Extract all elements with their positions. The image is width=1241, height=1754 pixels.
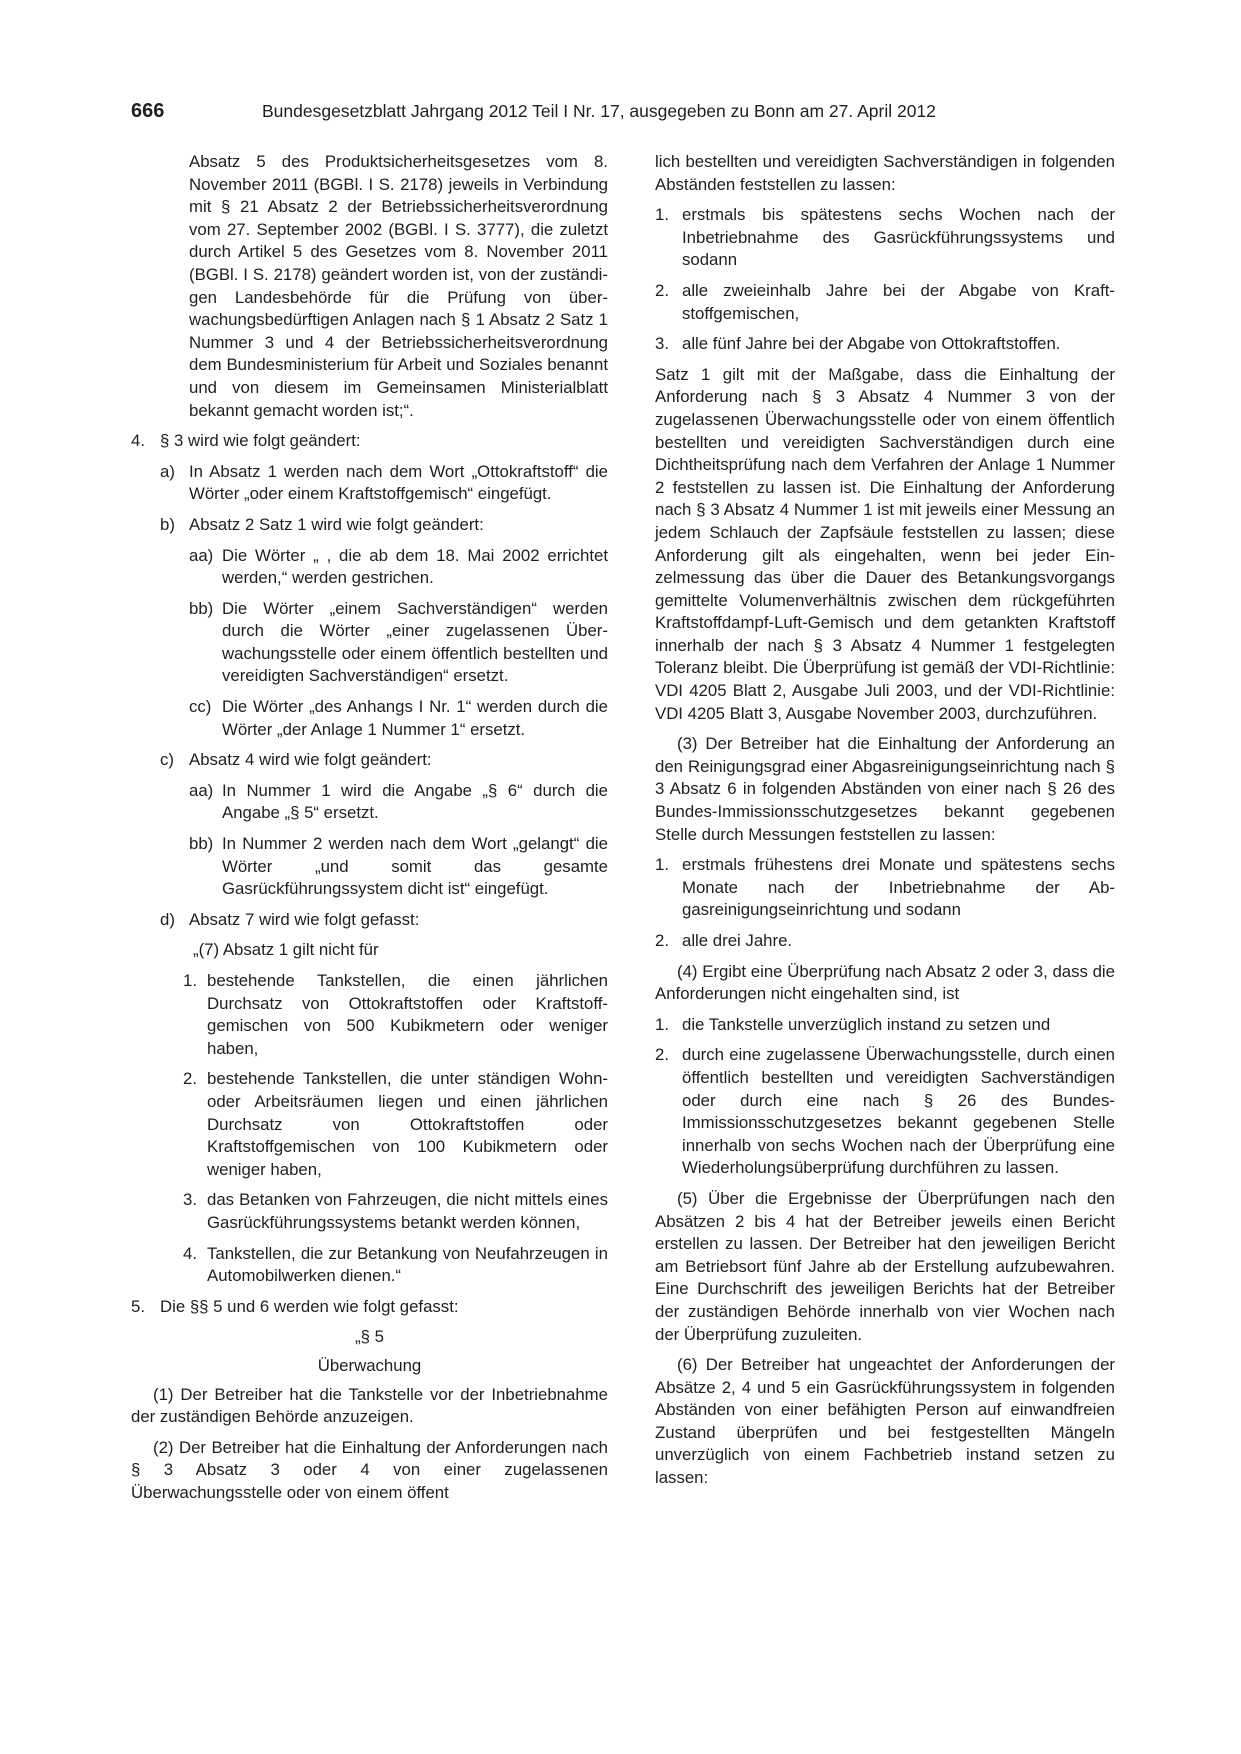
list-text: In Nummer 1 wird die Angabe „§ 6“ durch die Angabe „§ 5“ ersetzt. — [222, 780, 608, 823]
list-label: 1. — [183, 971, 197, 990]
running-head: Bundesgesetzblatt Jahrgang 2012 Teil I Nr. 17, ausgegeben zu Bonn am 27. April 2012 — [262, 101, 936, 121]
list-text: erstmals bis spätestens sechs Wochen nach der Inbetriebnahme des Gasrückführungssystems und sodann — [682, 205, 1115, 270]
list-label: 4. — [131, 431, 145, 451]
list-text: Die §§ 5 und 6 werden wie folgt gefasst: — [160, 1296, 459, 1316]
list-item-b-aa — [189, 545, 608, 590]
left-column — [131, 151, 608, 1512]
paragraph-6: (6) Der Betreiber hat ungeachtet der Anforderungen der Absätze 2, 4 und 5 ein Gasrückführungssystem in folgenden Abständen von einer befähigten Person auf einwandfreien Zustand überprüfen und bei festgestellten Mängeln unverzüglich von einem Fachbetrieb instand setzen zu lassen: — [655, 1355, 1115, 1488]
list-text: bestehende Tankstellen, die unter ständigen Wohn- oder Arbeitsräumen liegen und einen jährlichen Durchsatz von Ottokraftstoffen oder Kraftstoffgemischen von 100 Kubikmetern oder weniger haben, — [207, 1069, 608, 1179]
list-label: 1. — [655, 1014, 669, 1034]
list-text: Die Wörter „einem Sachverständigen“ werden durch die Wörter „einer zugelassenen Überwachungsstelle oder einem öffentlich bestellten und vereidigten Sachverständigen“ ersetzt. — [222, 598, 608, 686]
paragraph-2: (2) Der Betreiber hat die Einhaltung der Anforderungen nach § 3 Absatz 3 oder 4 von einer zugelassenen Überwachungsstelle oder von einem öffent — [131, 1437, 608, 1502]
list-item-b-cc — [189, 696, 608, 741]
list-item-b-bb — [189, 598, 608, 688]
list-item-5 — [131, 1296, 608, 1319]
list-label: 5. — [131, 1296, 145, 1316]
list-label: bb) — [189, 834, 214, 854]
list-label: 3. — [183, 1190, 197, 1210]
list-item-c-bb — [189, 833, 608, 901]
paragraph-satz-1: Satz 1 gilt mit der Maßgabe, dass die Einhaltung der Anforderung nach § 3 Absatz 4 Nummer 3 von der zugelassenen Überwachungsstelle oder von einem öffentlich bestellten und vereidigten Sachverständigen durch eine Dichtheitsprüfung nach dem Verfahren der Anlage 1 Nummer 2 feststellen zu lassen ist. Die Einhaltung der Anforderung nach § 3 Absatz 4 Nummer 1 ist mit jeweils einer Messung an jedem Schlauch der Zapfsäule feststellen zu lassen; diese Anforderung gilt als eingehalten, wenn bei jeder Einzelmessung das über die Dauer des Betankungsvorgangs gemittelte Volumenverhältnis zwischen dem rückgeführten Kraftstoffdampf-Luft-Gemisch und dem getankten Kraftstoff innerhalb der nach § 3 Absatz 4 Nummer 1 festgelegten Toleranz bleibt. Die Überprüfung ist gemäß der VDI-Richtlinie: VDI 4205 Blatt 2, Ausgabe Juli 2003, und der VDI-Richtlinie: VDI 4205 Blatt 3, Ausgabe November 2003, durchzuführen. — [655, 364, 1115, 723]
list-text: Die Wörter „des Anhangs I Nr. 1“ werden durch die Wörter „der Anlage 1 Nummer 1“ ersetzt. — [222, 697, 608, 739]
list-text: das Betanken von Fahrzeugen, die nicht mittels eines Gasrückführungssystems betankt werden können, — [207, 1190, 608, 1232]
list-item-c-aa — [189, 780, 608, 825]
continued-text: Absatz 5 des Produktsicherheitsgesetzes vom 8. November 2011 (BGBl. I S. 2178) jeweils in Verbindung mit § 21 Absatz 2 der Betriebssicherheitsverordnung vom 27. September 2002 (BGBl. I S. 3777), die zuletzt durch Artikel 5 des Gesetzes vom 8. November 2011 (BGBl. I S. 2178) geändert worden ist, von der zuständigen Landesbehörde für die Prüfung von überwachungsbedürftigen Anlagen nach § 1 Absatz 2 Satz 1 Nummer 3 und 4 der Betriebssicherheitsverordnung dem Bundesministerium für Arbeit und Soziales benannt und von diesem im Gemeinsamen Ministerialblatt bekannt gemacht worden ist;“. — [189, 152, 608, 420]
list-label: cc) — [189, 697, 212, 717]
list-label: 2. — [655, 1045, 669, 1065]
list-item-d-3 — [183, 1189, 608, 1234]
list-label: 2. — [183, 1069, 197, 1089]
list-text: die Tankstelle unverzüglich instand zu setzen und — [682, 1014, 1051, 1034]
list-item-d — [160, 909, 608, 932]
list-label: d) — [160, 909, 175, 929]
list-text: In Absatz 1 werden nach dem Wort „Ottokraftstoff“ die Wörter „oder einem Kraftstoffgemisch“ eingefügt. — [189, 461, 608, 504]
list-label: b) — [160, 514, 175, 534]
list-label: bb) — [189, 598, 214, 618]
list-text: alle fünf Jahre bei der Abgabe von Ottokraftstoffen. — [682, 334, 1061, 354]
list-text: alle drei Jahre. — [682, 931, 793, 950]
list-item-d-4 — [183, 1243, 608, 1288]
page-number: 666 — [131, 100, 165, 122]
list-text: In Nummer 2 werden nach dem Wort „gelangt“ die Wörter „und somit das gesamte Gasrückführungssystem dicht ist“ eingefügt. — [222, 834, 608, 899]
list-item-3-1 — [655, 854, 1115, 922]
paragraph-1: (1) Der Betreiber hat die Tankstelle vor der Inbetriebnahme der zuständigen Behörde anzuzeigen. — [131, 1384, 608, 1427]
list-item-d-1 — [183, 970, 608, 1060]
paragraph-4: (4) Ergibt eine Überprüfung nach Absatz 2 oder 3, dass die Anforderungen nicht eingehalten sind, ist — [655, 961, 1115, 1004]
list-text: Absatz 2 Satz 1 wird wie folgt geändert: — [189, 514, 484, 534]
list-text: erstmals frühestens drei Monate und spätestens sechs Monate nach der Inbetriebnahme der Abgasreinigungseinrichtung und sodann — [682, 855, 1115, 920]
list-label: 2. — [655, 931, 669, 950]
list-text: Tankstellen, die zur Betankung von Neufahrzeugen in Automobilwerken dienen.“ — [207, 1243, 608, 1286]
paragraph-5: (5) Über die Ergebnisse der Überprüfungen nach den Absätzen 2 bis 4 hat der Betreiber jeweils einen Bericht erstellen zu lassen. Der Betreiber hat den jeweiligen Bericht am Betriebsort fünf Jahre ab der Erstellung aufzubewahren. Eine Durchschrift des jeweiligen Berichts hat der Betreiber der zuständigen Behörde innerhalb von vier Wochen nach der Überprüfung zuzuleiten. — [655, 1188, 1115, 1344]
right-column — [655, 151, 1115, 1498]
list-item-b — [160, 514, 608, 537]
list-label: a) — [160, 461, 175, 481]
list-item-2-3 — [655, 333, 1115, 356]
list-text: Die Wörter „ , die ab dem 18. Mai 2002 errichtet werden,“ werden gestrichen. — [222, 545, 608, 588]
list-text: § 3 wird wie folgt geändert: — [160, 431, 361, 451]
list-label: aa) — [189, 545, 214, 565]
list-item-2-1 — [655, 204, 1115, 272]
list-label: 3. — [655, 334, 669, 354]
list-label: 1. — [655, 855, 669, 875]
list-item-3-2 — [655, 930, 1115, 953]
list-item-4-2 — [655, 1044, 1115, 1180]
list-item-2-2 — [655, 280, 1115, 325]
list-item-4-1 — [655, 1014, 1115, 1037]
list-text: Absatz 4 wird wie folgt geändert: — [189, 750, 432, 770]
list-label: 1. — [655, 205, 669, 225]
section-number: „§ 5 — [355, 1327, 384, 1347]
list-item-c — [160, 749, 608, 772]
list-label: 2. — [655, 280, 669, 300]
continued-text: lich bestellten und vereidigten Sachverständigen in folgenden Abständen feststellen zu lassen: — [655, 152, 1115, 194]
list-text: durch eine zugelassene Überwachungsstelle, durch einen öffentlich bestellten und vereidigten Sachverständigen oder durch eine nach § 26 des Bundes-Immissionsschutzgesetzes bekannt gegebenen Stelle innerhalb von sechs Wochen nach der Überprüfung eine Wiederholungsüberprüfung durchführen zu lassen. — [682, 1045, 1115, 1178]
list-text: bestehende Tankstellen, die einen jährlichen Durchsatz von Ottokraftstoffen oder Kraftstoffgemischen von 500 Kubikmetern oder weniger haben, — [207, 971, 608, 1058]
list-label: c) — [160, 750, 174, 770]
section-title: Überwachung — [317, 1355, 422, 1375]
list-text: alle zweieinhalb Jahre bei der Abgabe von Kraftstoffgemischen, — [682, 280, 1115, 323]
list-item-d-2 — [183, 1068, 608, 1181]
list-text: Absatz 7 wird wie folgt gefasst: — [189, 909, 420, 929]
list-label: aa) — [189, 780, 214, 800]
list-item-a — [160, 461, 608, 506]
quoted-paragraph-start: „(7) Absatz 1 gilt nicht für — [193, 940, 379, 960]
list-label: 4. — [183, 1243, 197, 1263]
list-item-4 — [131, 430, 608, 453]
paragraph-3: (3) Der Betreiber hat die Einhaltung der Anforderung an den Reinigungsgrad einer Abgasreinigungseinrichtung nach § 3 Absatz 6 in folgenden Abständen von einer nach § 26 des Bundes-Immissionsschutzgesetzes bekannt gegebenen Stelle durch Messungen feststellen zu lassen: — [655, 734, 1115, 844]
